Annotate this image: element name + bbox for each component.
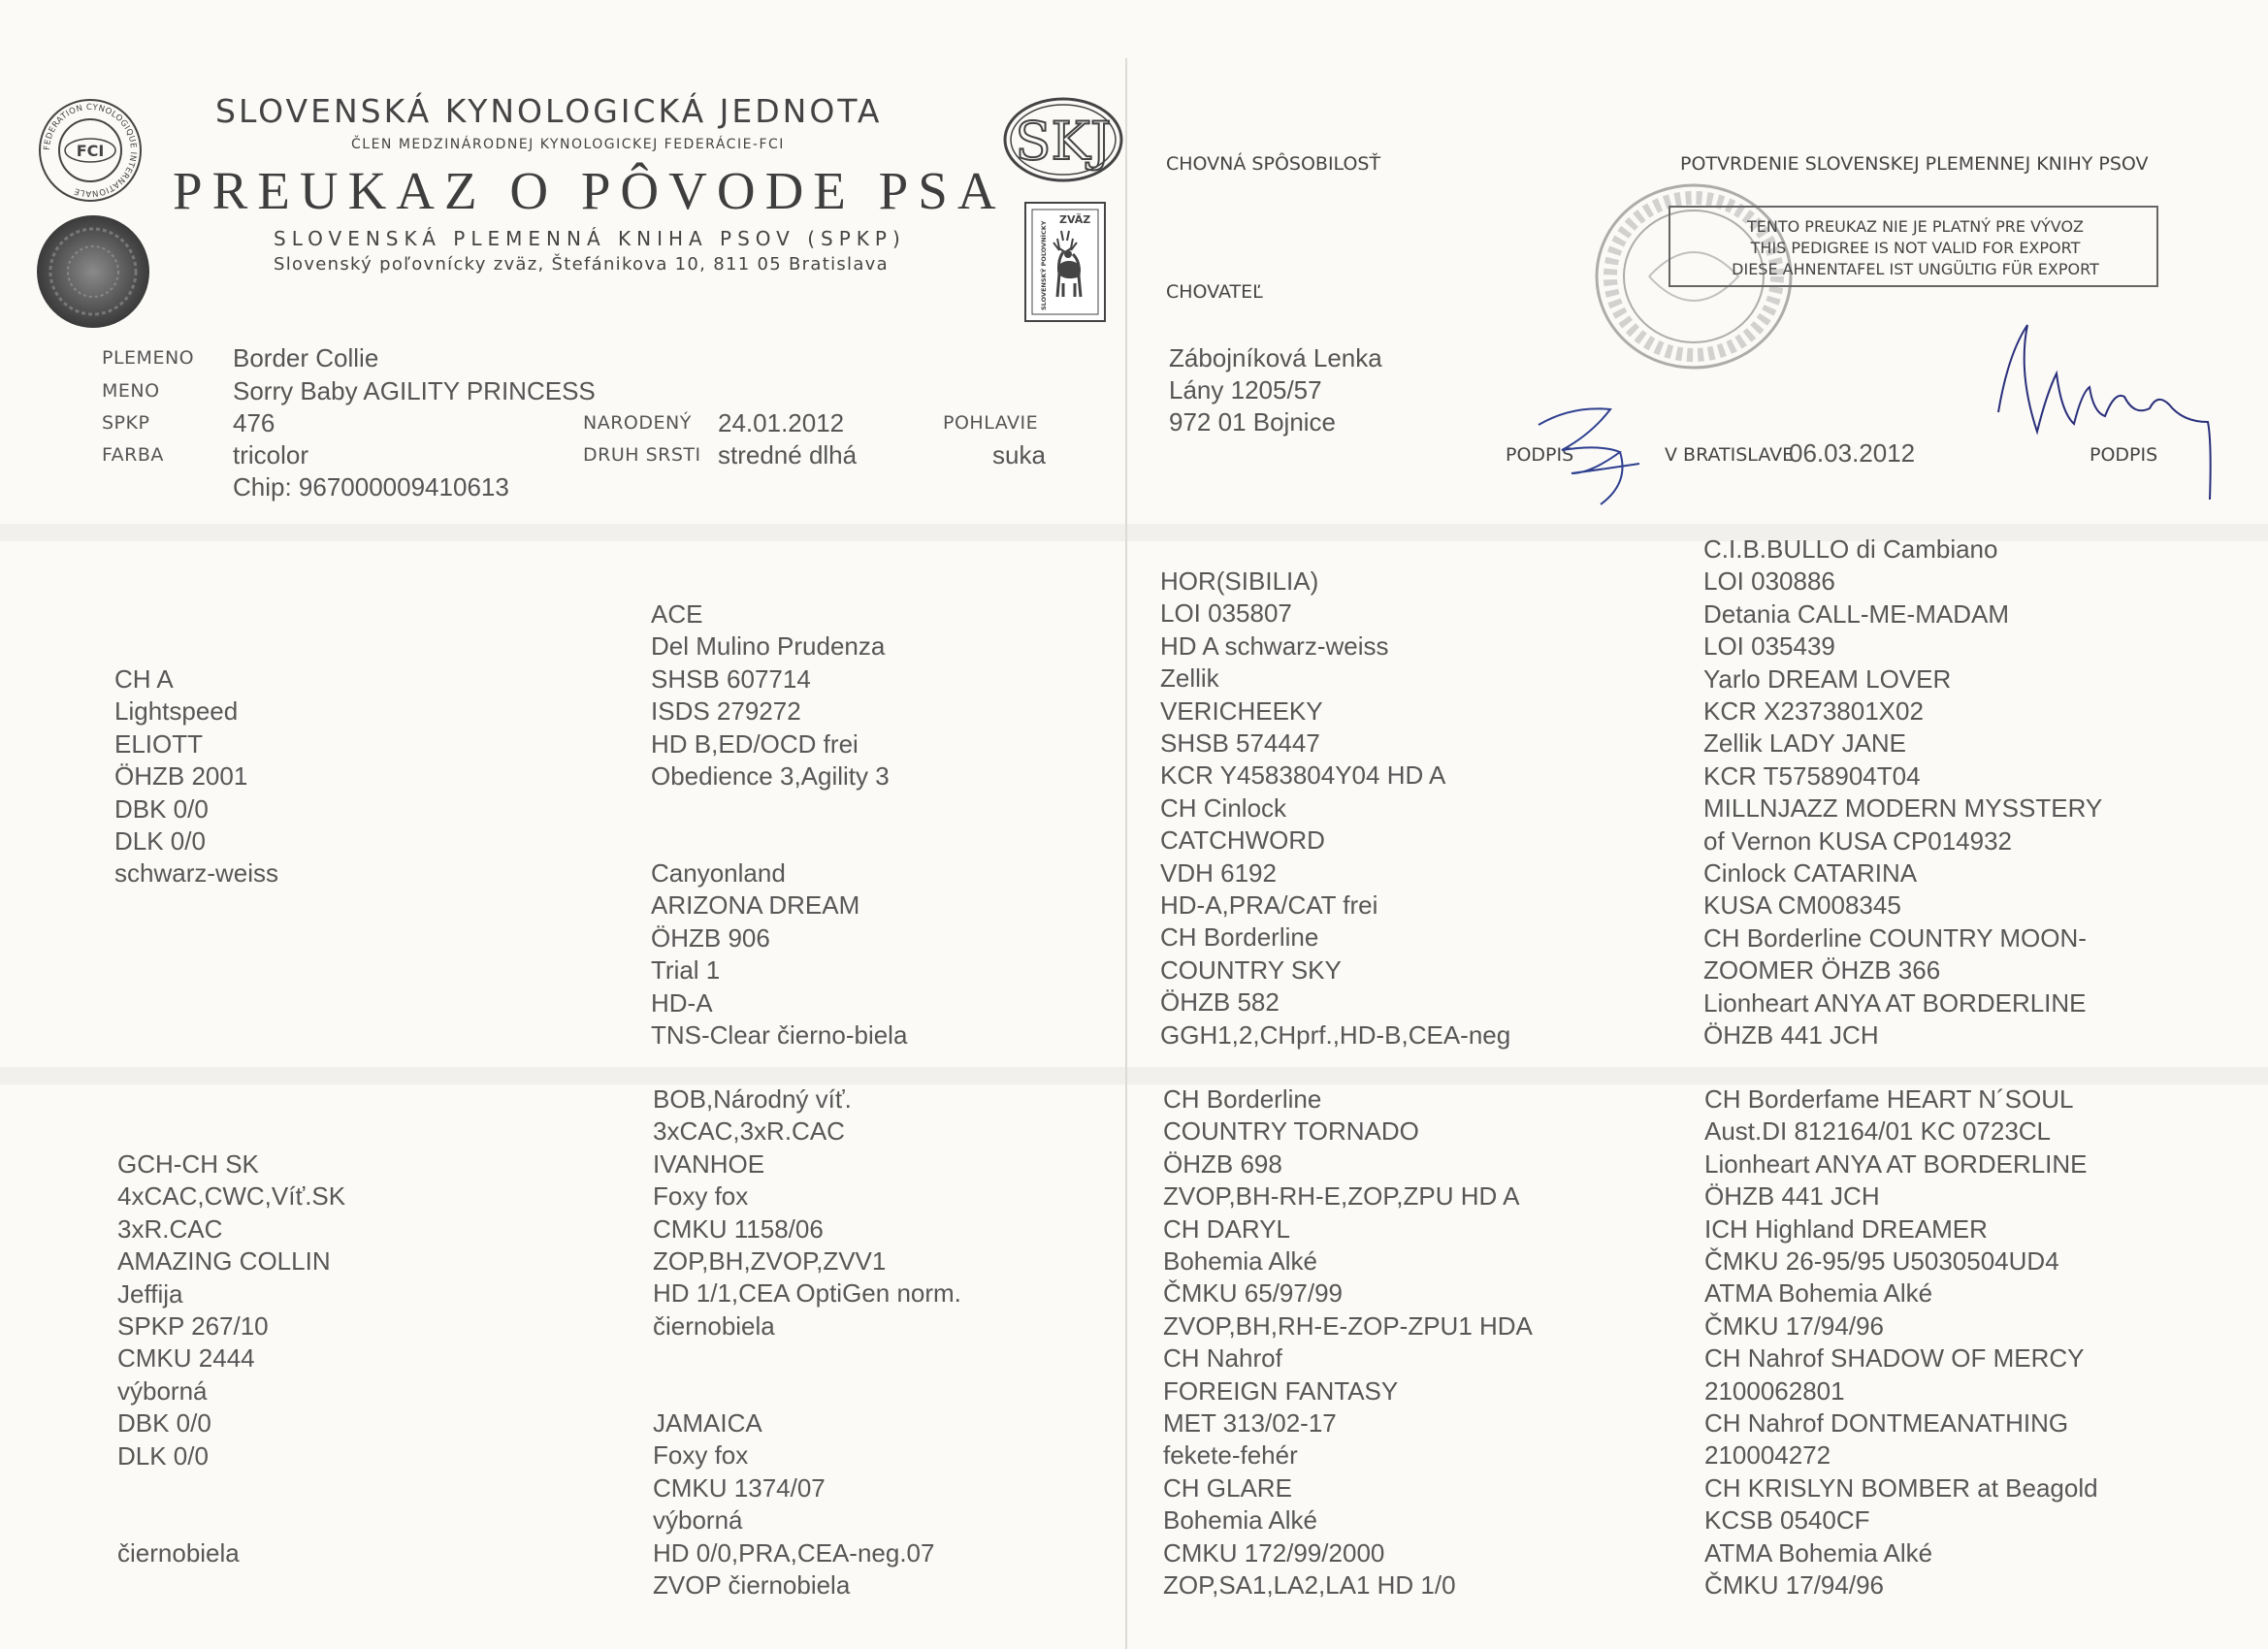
- grandsire-sire-side: [651, 598, 890, 792]
- pedigree-line: fekete-fehér: [1163, 1440, 1298, 1471]
- place-label: V BRATISLAVE: [1665, 444, 1795, 466]
- pedigree-line: CH Nahrof SHADOW OF MERCY: [1704, 1343, 2085, 1374]
- pedigree-line: CMKU 1158/06: [653, 1213, 824, 1244]
- pedigree-line: 2100062801: [1704, 1375, 1845, 1406]
- breeder-signature: [1533, 396, 1659, 512]
- pedigree-line: Foxy fox: [653, 1440, 749, 1471]
- pedigree-line: HD A schwarz-weiss: [1160, 630, 1389, 661]
- pedigree-line: HD 1/1,CEA OptiGen norm.: [653, 1278, 961, 1309]
- breeder-label: CHOVATEĽ: [1166, 281, 1263, 303]
- pedigree-line: DLK 0/0: [114, 826, 206, 857]
- pedigree-line: Yarlo DREAM LOVER: [1703, 663, 1952, 694]
- page-fold: [1125, 58, 1127, 1649]
- fci-logo-text: FCI: [76, 142, 105, 160]
- breeder-city: 972 01 Bojnice: [1169, 407, 1337, 436]
- pedigree-line: JAMAICA: [653, 1408, 762, 1438]
- gen4-dam-side: [1704, 1083, 2098, 1602]
- zvaz-logo: [1024, 202, 1106, 322]
- coat-label: DRUH SRSTI: [583, 444, 701, 466]
- pedigree-line: Trial 1: [651, 955, 721, 986]
- pedigree-line: ČMKU 26-95/95 U5030504UD4: [1704, 1246, 2059, 1277]
- gen3-dam-side: [1163, 1083, 1533, 1602]
- pedigree-line: ATMA Bohemia Alké: [1704, 1537, 1933, 1568]
- pedigree-line: C.I.B.BULLO di Cambiano: [1703, 534, 1998, 564]
- pedigree-line: schwarz-weiss: [114, 858, 279, 889]
- grandsire-dam-side: [653, 1083, 961, 1342]
- pedigree-line: ATMA Bohemia Alké: [1704, 1278, 1933, 1309]
- pedigree-line: ELIOTT: [114, 728, 204, 759]
- spkp-value: 476: [233, 408, 275, 437]
- pedigree-line: BOB,Národný víť.: [653, 1084, 852, 1114]
- pedigree-line: CH GLARE: [1163, 1472, 1292, 1503]
- pedigree-line: ÖHZB 2001: [114, 761, 248, 792]
- org-name: SLOVENSKÁ KYNOLOGICKÁ JEDNOTA: [215, 92, 883, 130]
- pedigree-line: GGH1,2,CHprf.,HD-B,CEA-neg: [1160, 1019, 1511, 1050]
- pedigree-line: Zellik: [1160, 663, 1219, 694]
- pedigree-line: Canyonland: [651, 858, 786, 888]
- pedigree-line: of Vernon KUSA CP014932: [1703, 825, 2013, 856]
- pedigree-line: ČMKU 65/97/99: [1163, 1278, 1343, 1309]
- pedigree-line: čiernobiela: [653, 1310, 775, 1341]
- pedigree-line: HOR(SIBILIA): [1160, 566, 1319, 596]
- chip-number: Chip: 967000009410613: [233, 472, 509, 501]
- breed-value: Border Collie: [233, 343, 379, 372]
- pedigree-line: Detania CALL-ME-MADAM: [1703, 598, 2009, 629]
- spkp-label: SPKP: [102, 412, 150, 434]
- color-label: FARBA: [102, 444, 164, 466]
- pedigree-line: CH Borderfame HEART N´SOUL: [1704, 1084, 2074, 1114]
- shade-band: [0, 1067, 2268, 1084]
- pedigree-line: ÖHZB 906: [651, 922, 770, 953]
- pedigree-line: 4xCAC,CWC,Víť.SK: [117, 1181, 346, 1212]
- pedigree-line: KCSB 0540CF: [1704, 1505, 1870, 1536]
- pedigree-line: MILLNJAZZ MODERN MYSSTERY: [1703, 793, 2103, 824]
- pedigree-line: CMKU 1374/07: [653, 1472, 826, 1503]
- breeder-street: Lány 1205/57: [1169, 375, 1322, 404]
- export-warning-line: THIS PEDIGREE IS NOT VALID FOR EXPORT: [1750, 239, 2081, 257]
- signature-label: PODPIS: [1506, 444, 1574, 466]
- pedigree-line: Bohemia Alké: [1163, 1505, 1317, 1536]
- pedigree-line: Foxy fox: [653, 1181, 749, 1212]
- pedigree-line: ZVOP čiernobiela: [653, 1570, 851, 1600]
- name-value: Sorry Baby AGILITY PRINCESS: [233, 376, 596, 405]
- document-title: PREUKAZ O PÔVODE PSA: [173, 161, 1006, 220]
- pedigree-line: HD B,ED/OCD frei: [651, 728, 859, 759]
- pedigree-line: ÖHZB 441 JCH: [1704, 1181, 1880, 1212]
- pedigree-line: CH Borderline: [1160, 922, 1319, 953]
- pedigree-line: DBK 0/0: [117, 1408, 211, 1439]
- pedigree-line: CH Borderline COUNTRY MOON-: [1703, 922, 2087, 953]
- pedigree-line: CH A: [114, 664, 174, 694]
- official-signature: [1989, 315, 2221, 509]
- pedigree-line: 3xCAC,3xR.CAC: [653, 1116, 845, 1147]
- color-value: tricolor: [233, 440, 309, 469]
- pedigree-line: DBK 0/0: [114, 793, 209, 824]
- pedigree-line: výborná: [117, 1375, 208, 1406]
- pedigree-line: COUNTRY SKY: [1160, 954, 1342, 985]
- pedigree-line: ÖHZB 582: [1160, 987, 1280, 1018]
- export-warning-line: TENTO PREUKAZ NIE JE PLATNÝ PRE VÝVOZ: [1746, 217, 2085, 236]
- pedigree-line: KCR T5758904T04: [1703, 760, 1921, 791]
- pedigree-line: HD 0/0,PRA,CEA-neg.07: [653, 1537, 935, 1568]
- export-warning-line: DIESE AHNENTAFEL IST UNGÜLTIG FÜR EXPORT: [1732, 260, 2099, 278]
- signature-label: PODPIS: [2090, 444, 2158, 466]
- pedigree-line: DLK 0/0: [117, 1440, 209, 1471]
- fci-ring-text: FEDERATION CYNOLOGIQUE INTERNATIONALE: [42, 102, 139, 199]
- skj-logo-text: SKJ: [1015, 111, 1112, 172]
- pedigree-line: ICH Highland DREAMER: [1704, 1213, 1988, 1244]
- pedigree-line: CH DARYL: [1163, 1213, 1291, 1244]
- skj-logo: [1001, 95, 1125, 184]
- hologram-seal: [35, 213, 151, 330]
- pedigree-line: ÖHZB 698: [1163, 1148, 1282, 1179]
- pedigree-line: Lightspeed: [114, 696, 239, 727]
- pedigree-line: CMKU 172/99/2000: [1163, 1537, 1385, 1568]
- pedigree-line: CH Cinlock: [1160, 792, 1287, 823]
- pedigree-line: FOREIGN FANTASY: [1163, 1375, 1399, 1406]
- pedigree-line: MET 313/02-17: [1163, 1408, 1337, 1439]
- pedigree-line: Del Mulino Prudenza: [651, 631, 886, 662]
- export-warning-box: [1669, 206, 2158, 287]
- pedigree-line: HD-A,PRA/CAT frei: [1160, 890, 1378, 921]
- pedigree-line: výborná: [653, 1505, 743, 1536]
- pedigree-line: Jeffija: [117, 1278, 183, 1309]
- breeding-ability-label: CHOVNÁ SPÔSOBILOSŤ: [1166, 153, 1381, 175]
- pedigree-line: Zellik LADY JANE: [1703, 728, 1907, 759]
- pedigree-line: Lionheart ANYA AT BORDERLINE: [1704, 1148, 2088, 1179]
- breed-label: PLEMENO: [102, 347, 195, 369]
- pedigree-line: KUSA CM008345: [1703, 890, 1901, 921]
- pedigree-line: CH Borderline: [1163, 1084, 1322, 1114]
- confirmation-label: POTVRDENIE SLOVENSKEJ PLEMENNEJ KNIHY PSOV: [1680, 153, 2149, 175]
- zvaz-logo-text: ZVÄZ: [1059, 213, 1091, 226]
- registry-address: Slovenský poľovnícky zväz, Štefánikova 10, 811 05 Bratislava: [274, 254, 889, 275]
- sex-label: POHLAVIE: [943, 412, 1039, 434]
- pedigree-line: COUNTRY TORNADO: [1163, 1116, 1419, 1147]
- pedigree-line: ACE: [651, 599, 703, 629]
- registry-name: SLOVENSKÁ PLEMENNÁ KNIHA PSOV (SPKP): [274, 227, 906, 250]
- pedigree-line: [117, 1504, 345, 1536]
- gen3-sire-side: [1160, 566, 1510, 1051]
- pedigree-line: ARIZONA DREAM: [651, 890, 860, 921]
- pedigree-line: GCH-CH SK: [117, 1149, 259, 1179]
- org-subtitle: ČLEN MEDZINÁRODNEJ KYNOLOGICKEJ FEDERÁCIE-FCI: [351, 137, 785, 152]
- fci-logo: [37, 97, 144, 204]
- pedigree-line: LOI 030886: [1703, 566, 1835, 597]
- sire-column: [114, 663, 278, 890]
- pedigree-line: čiernobiela: [117, 1537, 240, 1568]
- pedigree-line: CH Nahrof DONTMEANATHING: [1704, 1408, 2069, 1439]
- pedigree-line: KCR X2373801X02: [1703, 696, 1924, 727]
- pedigree-line: [117, 1472, 345, 1504]
- pedigree-line: ZOOMER ÖHZB 366: [1703, 955, 1941, 986]
- name-label: MENO: [102, 380, 160, 402]
- pedigree-line: SPKP 267/10: [117, 1311, 269, 1342]
- coat-value: stredné dlhá: [718, 440, 858, 469]
- birth-value: 24.01.2012: [718, 408, 845, 437]
- pedigree-line: ZVOP,BH-RH-E,ZOP,ZPU HD A: [1163, 1181, 1520, 1212]
- sex-value: suka: [992, 440, 1046, 469]
- pedigree-line: 3xR.CAC: [117, 1213, 223, 1244]
- birth-label: NARODENÝ: [583, 412, 692, 434]
- pedigree-line: 210004272: [1704, 1440, 1831, 1471]
- pedigree-line: TNS-Clear čierno-biela: [651, 1020, 908, 1051]
- pedigree-line: ISDS 279272: [651, 696, 801, 727]
- pedigree-line: ÖHZB 441 JCH: [1703, 1020, 1879, 1051]
- pedigree-line: CH Nahrof: [1163, 1343, 1282, 1374]
- pedigree-line: KCR Y4583804Y04 HD A: [1160, 760, 1446, 791]
- pedigree-line: SHSB 607714: [651, 663, 811, 694]
- pedigree-line: ČMKU 17/94/96: [1704, 1310, 1884, 1341]
- pedigree-line: VDH 6192: [1160, 857, 1277, 888]
- pedigree-line: HD-A: [651, 987, 713, 1018]
- pedigree-line: VERICHEEKY: [1160, 695, 1323, 726]
- pedigree-line: ZVOP,BH,RH-E-ZOP-ZPU1 HDA: [1163, 1310, 1533, 1341]
- pedigree-line: Bohemia Alké: [1163, 1246, 1317, 1277]
- pedigree-line: LOI 035439: [1703, 631, 1835, 662]
- pedigree-line: CATCHWORD: [1160, 825, 1325, 856]
- dam-column: [117, 1148, 345, 1569]
- issue-date: 06.03.2012: [1789, 438, 1916, 468]
- pedigree-line: ZOP,SA1,LA2,LA1 HD 1/0: [1163, 1570, 1456, 1600]
- pedigree-line: ČMKU 17/94/96: [1704, 1570, 1884, 1600]
- pedigree-line: SHSB 574447: [1160, 728, 1320, 759]
- pedigree-line: CH KRISLYN BOMBER at Beagold: [1704, 1472, 2098, 1503]
- pedigree-line: ZOP,BH,ZVOP,ZVV1: [653, 1246, 887, 1277]
- pedigree-line: CMKU 2444: [117, 1343, 255, 1374]
- pedigree-line: Aust.DI 812164/01 KC 0723CL: [1704, 1116, 2052, 1147]
- granddam-dam-side: [653, 1407, 934, 1601]
- gen4-sire-side: [1703, 534, 2102, 1052]
- pedigree-line: Cinlock CATARINA: [1703, 858, 1918, 889]
- breeder-name: Zábojníková Lenka: [1169, 343, 1382, 372]
- granddam-sire-side: [651, 857, 907, 1051]
- pedigree-line: IVANHOE: [653, 1148, 765, 1179]
- zvaz-side-text: SLOVENSKÝ POĽOVNÍCKY: [1040, 220, 1048, 310]
- pedigree-line: Obedience 3,Agility 3: [651, 761, 890, 792]
- pedigree-line: Lionheart ANYA AT BORDERLINE: [1703, 987, 2087, 1018]
- pedigree-line: AMAZING COLLIN: [117, 1246, 331, 1277]
- pedigree-line: LOI 035807: [1160, 598, 1292, 629]
